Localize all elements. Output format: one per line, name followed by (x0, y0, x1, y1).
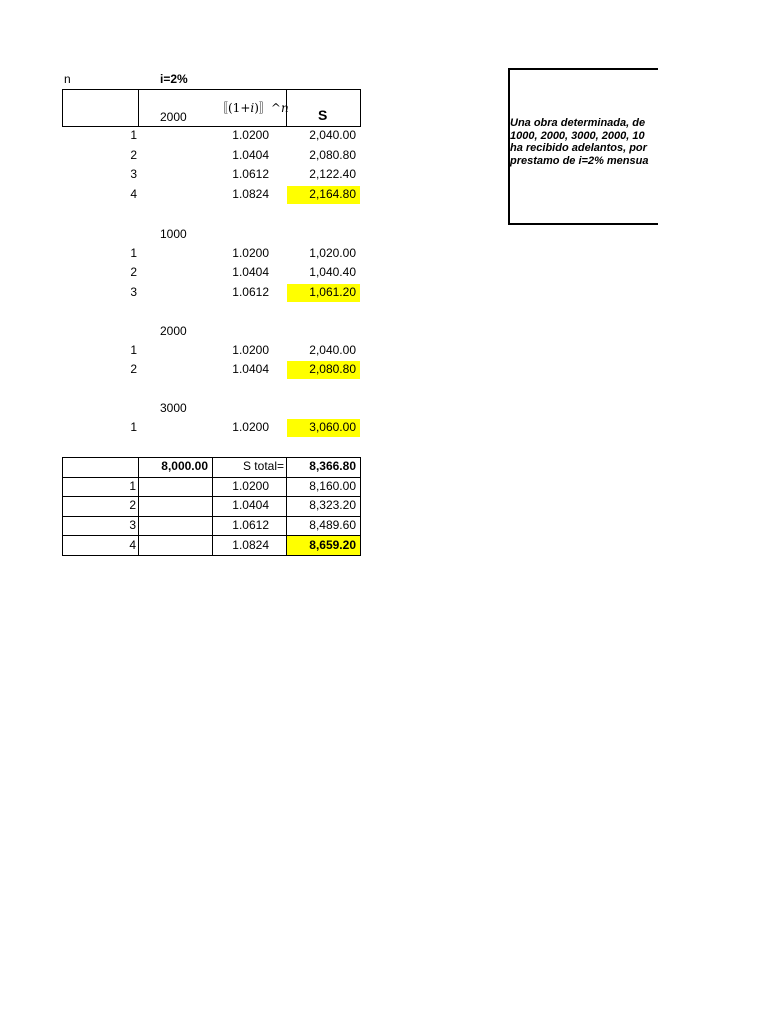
s-cell[interactable]: 1,020.00 (309, 246, 356, 260)
s-cell[interactable]: 2,080.80 (309, 148, 356, 162)
s-cell[interactable]: 8,160.00 (309, 479, 356, 493)
totals-row-line-4 (62, 535, 361, 536)
factor-cell[interactable]: 1.0404 (232, 148, 269, 162)
problem-line: Una obra determinada, de (510, 117, 646, 129)
n-cell[interactable]: 2 (130, 265, 137, 279)
n-cell[interactable]: 1 (130, 128, 137, 142)
s-cell[interactable]: 8,489.60 (309, 518, 356, 532)
s-total-label[interactable]: S total= (242, 459, 284, 473)
factor-cell[interactable]: 1.0200 (232, 479, 269, 493)
n-cell[interactable]: 3 (130, 167, 137, 181)
s-cell[interactable]: 1,040.40 (309, 265, 356, 279)
totals-divider-3 (286, 457, 287, 556)
s-cell[interactable]: 2,040.00 (309, 343, 356, 357)
factor-cell[interactable]: 1.0824 (232, 538, 269, 552)
s-cell-highlighted[interactable]: 2,164.80 (309, 187, 356, 201)
n-cell[interactable]: 4 (130, 187, 137, 201)
s-cell-highlighted[interactable]: 3,060.00 (309, 420, 356, 434)
factor-cell[interactable]: 1.0404 (232, 498, 269, 512)
factor-cell[interactable]: 1.0200 (232, 343, 269, 357)
s-cell[interactable]: 2,040.00 (309, 128, 356, 142)
table1-amount[interactable]: 2000 (160, 110, 187, 124)
s-cell-highlighted[interactable]: 2,080.80 (309, 362, 356, 376)
n-cell[interactable]: 1 (130, 420, 137, 434)
factor-cell[interactable]: 1.0200 (232, 128, 269, 142)
s-total-value[interactable]: 8,366.80 (309, 459, 356, 473)
s-cell[interactable]: 2,122.40 (309, 167, 356, 181)
block2-amount[interactable]: 1000 (160, 227, 187, 241)
n-cell[interactable]: 3 (129, 518, 136, 532)
problem-statement (510, 117, 658, 167)
problem-line: ha recibido adelantos, por (510, 142, 647, 154)
n-cell[interactable]: 4 (129, 538, 136, 552)
table1-header-box (62, 89, 361, 127)
totals-row-line-1 (62, 477, 361, 478)
factor-cell[interactable]: 1.0200 (232, 420, 269, 434)
factor-cell[interactable]: 1.0612 (232, 167, 269, 181)
n-cell[interactable]: 1 (130, 246, 137, 260)
table1-header-divider-1 (138, 89, 139, 127)
n-cell[interactable]: 2 (129, 498, 136, 512)
n-cell[interactable]: 1 (130, 343, 137, 357)
factor-cell[interactable]: 1.0404 (232, 362, 269, 376)
factor-cell[interactable]: 1.0824 (232, 187, 269, 201)
totals-divider-1 (138, 457, 139, 556)
block3-amount[interactable]: 2000 (160, 324, 187, 338)
s-cell-highlighted[interactable]: 8,659.20 (309, 538, 356, 552)
problem-line: prestamo de i=2% mensua (510, 154, 649, 167)
factor-cell[interactable]: 1.0200 (232, 246, 269, 260)
n-cell[interactable]: 2 (130, 148, 137, 162)
factor-cell[interactable]: 1.0404 (232, 265, 269, 279)
n-cell[interactable]: 2 (130, 362, 137, 376)
s-cell-highlighted[interactable]: 1,061.20 (309, 285, 356, 299)
s-column-label[interactable]: S (318, 107, 328, 123)
factor-cell[interactable]: 1.0612 (232, 518, 269, 532)
totals-row-line-2 (62, 496, 361, 497)
n-column-label: n (64, 72, 71, 86)
block4-amount[interactable]: 3000 (160, 401, 187, 415)
factor-cell[interactable]: 1.0612 (232, 285, 269, 299)
n-cell[interactable]: 3 (130, 285, 137, 299)
interest-rate-label: i=2% (160, 72, 188, 86)
totals-amount[interactable]: 8,000.00 (161, 459, 208, 473)
totals-row-line-3 (62, 516, 361, 517)
n-cell[interactable]: 1 (129, 479, 136, 493)
formula-label[interactable]: 〚(1+𝑖)〛^𝑛 (216, 101, 289, 115)
problem-line: 1000, 2000, 3000, 2000, 10 (510, 129, 645, 142)
s-cell[interactable]: 8,323.20 (309, 498, 356, 512)
